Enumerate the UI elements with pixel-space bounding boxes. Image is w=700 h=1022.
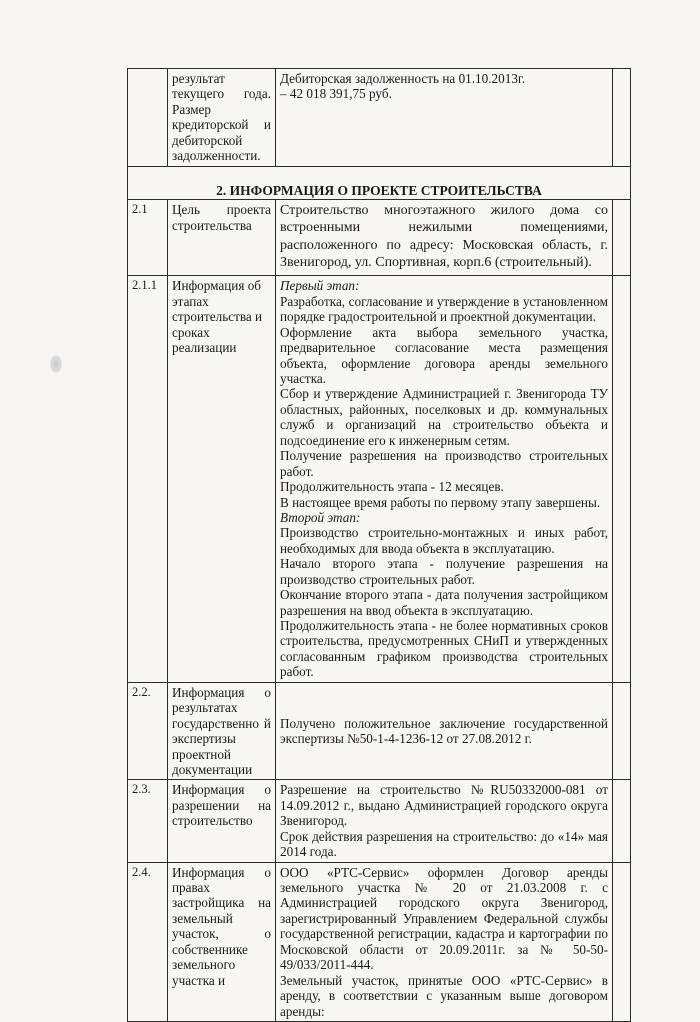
- row-text: [276, 780, 613, 862]
- row-number: 2.1.1: [128, 276, 168, 682]
- table-row: [128, 69, 631, 167]
- punch-hole-mark: [50, 355, 62, 373]
- table-row: [128, 682, 631, 780]
- row-number: 2.2.: [128, 682, 168, 780]
- empty-cell: [613, 69, 631, 167]
- stage-2-paragraph: Окончание второго этапа - дата получения застройщиком разрешения на ввод объекта в эксплуатацию.: [280, 587, 608, 618]
- debt-line: Дебиторская задолженность на 01.10.2013г.: [280, 71, 526, 86]
- stage-1-paragraph: В настоящее время работы по первому этапу завершены.: [280, 494, 601, 510]
- row-number: 2.1: [128, 200, 168, 276]
- row-text: [276, 69, 613, 167]
- row-label: результат текущего года. Размер кредиторской и дебиторской задолженности.: [168, 69, 276, 167]
- empty-cell: [613, 276, 631, 682]
- row-text: Строительство многоэтажного жилого дома со встроенными нежилыми помещениями, расположенного по адресу: Московская область, г. Звенигород, ул. Спортивная, корп.6 (строительный).: [276, 200, 613, 276]
- row-label: Цель проекта строительства: [168, 200, 276, 276]
- project-declaration-table: [127, 68, 631, 1022]
- table-row: [128, 276, 631, 682]
- permit-validity-paragraph: Срок действия разрешения на строительство: до «14» мая 2014 года.: [280, 828, 608, 860]
- empty-cell: [613, 682, 631, 780]
- debt-amount-line: – 42 018 391,75 руб.: [280, 86, 392, 102]
- row-number-cell: [128, 69, 168, 167]
- stage-1-paragraph: Оформление акта выбора земельного участка, предварительное согласование места размещения объекта, оформление договора аренды земельного участка.: [280, 324, 608, 387]
- row-text: Получено положительное заключение государственной экспертизы №50-1-4-1236-12 от 27.08.2012 г.: [276, 682, 613, 780]
- stage-2-title: Второй этап:: [280, 509, 361, 525]
- section-title: 2. ИНФОРМАЦИЯ О ПРОЕКТЕ СТРОИТЕЛЬСТВА: [128, 166, 631, 200]
- lease-paragraph: ООО «РТС-Сервис» оформлен Договор аренды земельного участка № 20 от 21.03.2008 г. с Администрацией городского округа Звенигород, зарегистрированный Управлением Федеральной службы государственной регистрации, кадастра и картографии по Московской области от 20.09.2011г. за № 50-50-49/033/2011-444.: [280, 864, 608, 973]
- table-row: [128, 200, 631, 276]
- stage-1-paragraph: Разработка, согласование и утверждение в установленном порядке градостроительной и проектной документации.: [280, 293, 608, 325]
- row-text: [276, 862, 613, 1021]
- row-label: Информация о результатах государственно й экспертизы проектной документации: [168, 682, 276, 780]
- row-label: Информация об этапах строительства и сроках реализации: [168, 276, 276, 682]
- stage-2-paragraph: Начало второго этапа - получение разрешения на производство строительных работ.: [280, 556, 608, 587]
- table-row: [128, 862, 631, 1021]
- stage-2-paragraph: Продолжительность этапа - не более нормативных сроков строительства, предусмотренных СНиП и утвержденных согласованным графиком производства строительных работ.: [280, 618, 608, 680]
- row-number: 2.3.: [128, 780, 168, 862]
- section-row: [128, 166, 631, 200]
- row-label: Информация о разрешении на строительство: [168, 780, 276, 862]
- stage-1-paragraph: Получение разрешения на производство строительных работ.: [280, 448, 608, 479]
- stage-2-paragraph: Производство строительно-монтажных и иных работ, необходимых для ввода объекта в эксплуатацию.: [280, 525, 608, 556]
- empty-cell: [613, 862, 631, 1021]
- empty-cell: [613, 200, 631, 276]
- permit-paragraph: Разрешение на строительство №RU50332000-081 от 14.09.2012 г., выдано Администрацией городского округа Звенигород.: [280, 782, 608, 829]
- stage-1-title: Первый этап:: [280, 278, 360, 294]
- row-label: Информация о правах застройщика на земельный участок, о собственнике земельного участка и: [168, 862, 276, 1021]
- stage-1-paragraph: Продолжительность этапа - 12 месяцев.: [280, 479, 504, 495]
- empty-cell: [613, 780, 631, 862]
- stage-1-paragraph: Сбор и утверждение Администрацией г. Звенигорода ТУ областных, районных, поселковых и др. коммунальных служб и организаций на строительство объекта и подсоединение его к инженерным сетям.: [280, 386, 608, 448]
- table-row: [128, 780, 631, 862]
- row-number: 2.4.: [128, 862, 168, 1021]
- land-plot-paragraph: Земельный участок, принятые ООО «РТС-Сервис» в аренду, в соответствии с указанным выше договором аренды:: [280, 972, 608, 1019]
- row-text: [276, 276, 613, 682]
